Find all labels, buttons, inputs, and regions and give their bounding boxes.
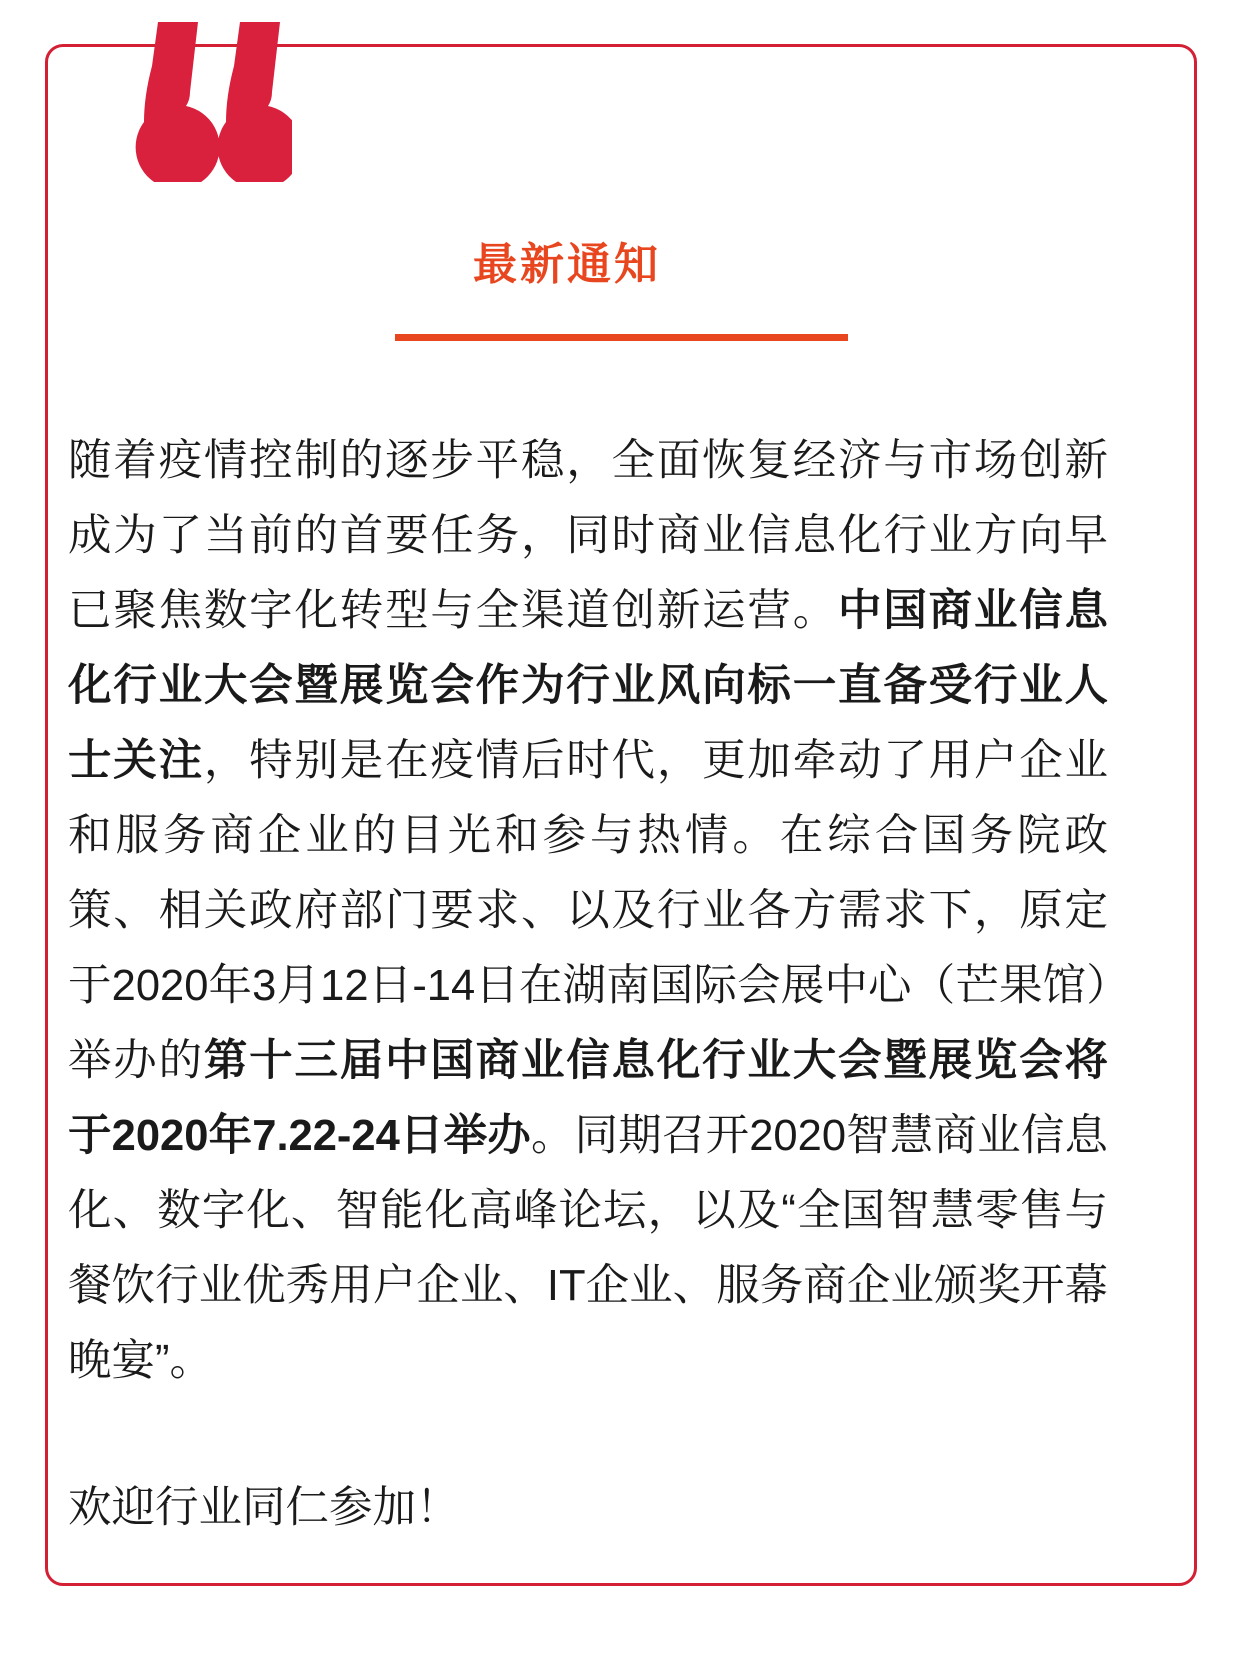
paragraph-main	[68, 424, 1108, 1399]
page-title: 最新通知	[473, 240, 661, 289]
paragraph-main-run-4: 。同期召开2020智慧商业信息化、数字化、智能化高峰论坛，以及“全国智慧零售与餐饮行业优秀用户企业、IT企业、服务商企业颁奖开幕晚宴”。	[68, 1112, 1108, 1385]
title-divider	[395, 334, 848, 341]
paragraph-main-run-0: 随着疫情控制的逐步平稳，全面恢复经济与市场创新成为了当前的首要任务，同时商业信息化行业方向早已聚焦数字化转型与全渠道创新运营。	[68, 437, 1108, 635]
paragraph-main-run-3: 第十三届中国商业信息化行业大会暨展览会将于2020年7.22-24日举办	[68, 1037, 1109, 1160]
quote-border-mask	[108, 52, 296, 68]
paragraph-main-run-1: 中国商业信息化行业大会暨展览会作为行业风向标一直备受行业人士关注	[68, 587, 1109, 785]
paragraph-closing-run-0: 欢迎行业同仁参加！	[68, 1484, 460, 1532]
paragraph-closing	[68, 1471, 1108, 1546]
notice-body	[68, 424, 1108, 1546]
paragraph-main-run-2: ，特别是在疫情后时代，更加牵动了用户企业和服务商企业的目光和参与热情。在综合国务院政策、相关政府部门要求、以及行业各方需求下，原定于2020年3月12日-14日在湖南国际会展中心（芒果馆）举办的	[68, 737, 1109, 1085]
